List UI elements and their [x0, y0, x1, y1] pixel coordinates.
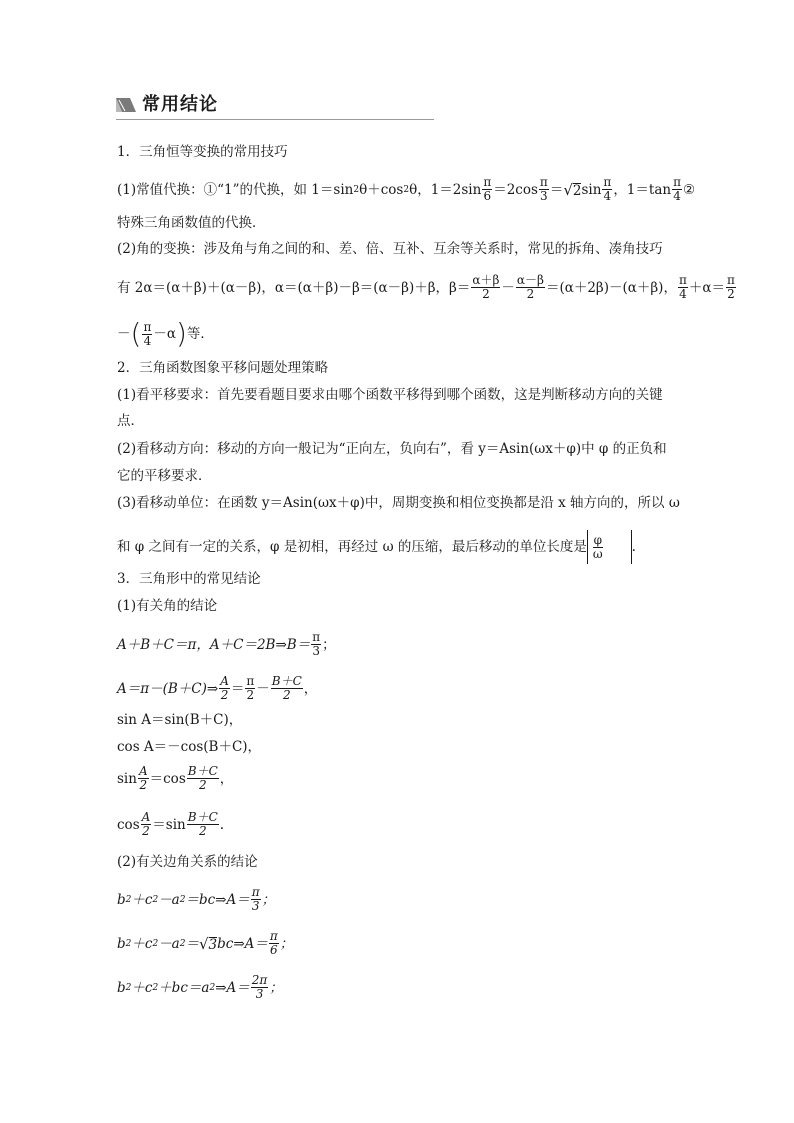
s2-p2a: (2)看移动方向：移动的方向一般记为“正向左，负向右”，看 y＝Asin(ωx＋φ)中 φ 的正负和 [117, 441, 667, 457]
s3-sub2: (2)有关边角关系的结论 [117, 854, 258, 870]
s1-line1: (1)常值代换：①“1”的代换，如 1＝sin 2 θ＋cos 2 θ，1＝2sin $\frac{\pi}{6}$ ＝2cos $\frac{\pi}{3}$ ＝ √ 2 sin $\frac{\pi}{4}$ ，1＝tan $\frac{\pi}{4}$ ② [117, 175, 696, 203]
eq-cos-half: cos $\frac{A}{2}$ ＝sin $\frac{B+C}{2}$ . [117, 810, 225, 838]
fraction: $\frac{\pi}{2}$ [726, 273, 735, 301]
fraction: $\frac{2\pi}{3}$ [251, 973, 268, 1001]
eq-side-3: b 2 ＋c 2 ＋bc＝a 2 ⇒A＝ $\frac{2\pi}{3}$ ； [117, 973, 283, 1001]
section-title: 常用结论 [142, 94, 218, 115]
s3-sub1: (1)有关角的结论 [117, 598, 218, 614]
fraction: $\frac{A}{2}$ [141, 810, 151, 838]
eq-sin-half: sin $\frac{A}{2}$ ＝cos $\frac{B+C}{2}$ ， [117, 764, 234, 792]
sqrt-symbol: √ 3 [198, 934, 218, 953]
header-rule [116, 119, 434, 120]
section-header [116, 92, 434, 120]
s1-line2: 特殊三角函数值的代换． [117, 215, 266, 231]
eq-sin: sin A＝sin(B＋C)， [117, 712, 243, 728]
s3-heading: 3．三角形中的常见结论 [117, 571, 261, 587]
fraction: $\frac{\pi}{6}$ [269, 929, 278, 957]
fraction: $\frac{\pi}{6}$ [483, 175, 492, 203]
fraction: $\frac{\alpha-\beta}{2}$ [516, 273, 544, 301]
paren-right: ) [175, 317, 187, 350]
s2-p1a: (1)看平移要求：首先要看题目要求由哪个函数平移得到哪个函数，这是判断移动方向的关键 [117, 387, 663, 403]
fraction: $\frac{B+C}{2}$ [187, 764, 218, 792]
fraction: $\frac{A}{2}$ [220, 674, 229, 702]
fraction: $\frac{\pi}{3}$ [539, 175, 548, 203]
fraction: $\frac{\pi}{4}$ [673, 175, 681, 203]
s1-heading: 1．三角恒等变换的常用技巧 [117, 144, 288, 160]
fraction: $\frac{\pi}{3}$ [251, 885, 260, 913]
paren-left: ( [130, 317, 142, 350]
fraction: $\frac{\pi}{2}$ [246, 674, 255, 702]
s2-p3b: 和 φ 之间有一定的关系，φ 是初相，再经过 ω 的压缩，最后移动的单位长度是 $\frac{\varphi}{\omega}$ . [117, 530, 636, 564]
fraction: $\frac{B+C}{2}$ [271, 674, 302, 702]
sqrt-symbol: √ 2 [563, 180, 582, 199]
s1-line4: 有 2α＝(α＋β)＋(α－β)，α＝(α＋β)－β＝(α－β)＋β，β＝ $\frac{\alpha+\beta}{2}$ － $\frac{\alpha-\beta}{2}$ ＝(α＋2β)－(α＋β)， $\frac{\pi}{4}$ ＋α＝ $\frac{\pi}{2}$ [117, 273, 735, 301]
s2-p3a: (3)看移动单位：在函数 y＝Asin(ωx＋φ)中，周期变换和相位变换都是沿 x 轴方向的，所以 ω [117, 495, 680, 511]
s2-heading: 2．三角函数图象平移问题处理策略 [117, 360, 329, 376]
s1-line5: － ( $\frac{\pi}{4}$ －α ) 等． [117, 317, 214, 350]
fraction: $\frac{B+C}{2}$ [187, 810, 218, 838]
s2-p2b: 它的平移要求． [117, 468, 212, 484]
fraction: $\frac{\alpha+\beta}{2}$ [472, 273, 500, 301]
eq-side-2: b 2 ＋c 2 －a 2 ＝ √ 3 bc⇒A＝ $\frac{\pi}{6}$ ； [117, 929, 294, 957]
fraction: $\frac{\pi}{4}$ [603, 175, 612, 203]
fraction: $\frac{A}{2}$ [138, 764, 148, 792]
eq-half-angle: A＝π－(B＋C)⇒ $\frac{A}{2}$ ＝ $\frac{\pi}{2}$ － $\frac{B+C}{2}$ ， [117, 674, 318, 702]
fraction: $\frac{\pi}{4}$ [678, 273, 687, 301]
s1-line3: (2)角的变换：涉及角与角之间的和、差、倍、互补、互余等关系时，常见的拆角、凑角技巧 [117, 241, 663, 257]
eq-side-1: b 2 ＋c 2 －a 2 ＝bc⇒A＝ $\frac{\pi}{3}$ ； [117, 885, 276, 913]
fraction: $\frac{\varphi}{\omega}$ [592, 532, 603, 561]
eq-cos: cos A＝－cos(B＋C)， [117, 739, 262, 755]
section-marker-icon [116, 96, 136, 114]
fraction: $\frac{\pi}{3}$ [312, 630, 321, 658]
eq-angle-sum: A＋B＋C＝π，A＋C＝2B⇒B＝ $\frac{\pi}{3}$ ； [117, 630, 336, 658]
fraction: $\frac{\pi}{4}$ [143, 319, 152, 348]
abs-value-box [587, 530, 632, 564]
s2-p1b: 点． [117, 413, 144, 429]
